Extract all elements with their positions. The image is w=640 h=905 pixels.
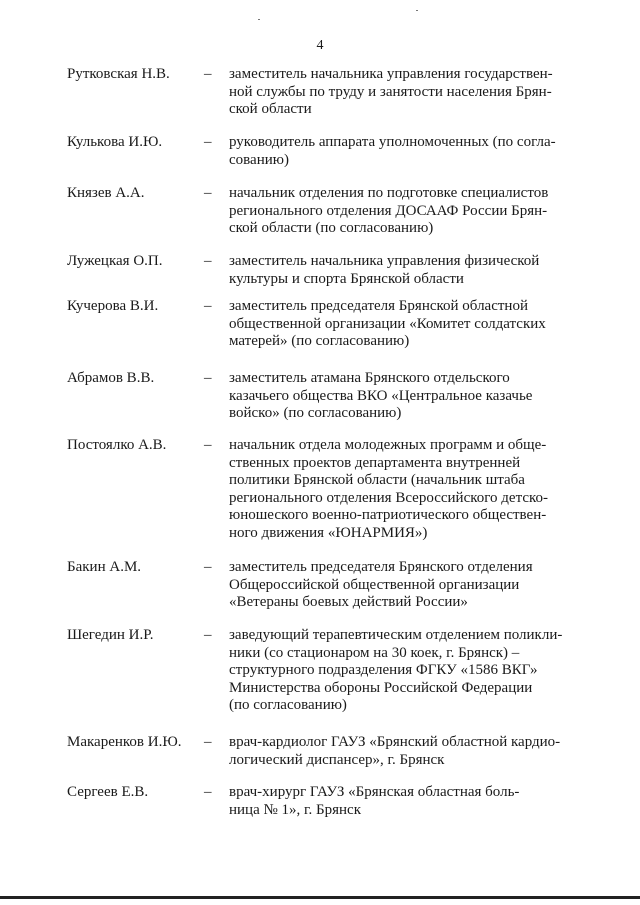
dash-separator: – (204, 559, 212, 575)
position-description: заместитель начальника управления физической культуры и спорта Брянской области (229, 253, 540, 287)
dash-separator: – (204, 185, 212, 201)
position-description: начальник отделения по подготовке специалистов регионального отделения ДОСААФ России Брян- ской области (по согласованию) (229, 185, 549, 236)
dash-separator: – (204, 734, 212, 750)
position-description: заместитель председателя Брянской областной общественной организации «Комитет солдатских матерей» (по согласованию) (229, 298, 546, 349)
bottom-edge-line (0, 896, 640, 899)
dash-separator: – (204, 298, 212, 314)
dash-separator: – (204, 370, 212, 386)
person-name: Кучерова В.И. (67, 298, 159, 314)
scan-speck (416, 10, 418, 11)
page-number: 4 (316, 38, 324, 53)
person-name: Кулькова И.Ю. (67, 134, 163, 150)
person-name: Абрамов В.В. (67, 370, 155, 386)
dash-separator: – (204, 253, 212, 269)
position-description: заместитель атамана Брянского отдельского казачьего общества ВКО «Центральное казачье войско» (по согласованию) (229, 370, 533, 421)
position-description: заместитель председателя Брянского отделения Общероссийской общественной организации «Ветераны боевых действий России» (229, 559, 533, 610)
position-description: врач-кардиолог ГАУЗ «Брянский областной кардио- логический диспансер», г. Брянск (229, 734, 561, 768)
person-name: Князев А.А. (67, 185, 145, 201)
dash-separator: – (204, 134, 212, 150)
person-name: Сергеев Е.В. (67, 784, 149, 800)
person-name: Рутковская Н.В. (67, 66, 170, 82)
dash-separator: – (204, 784, 212, 800)
position-description: врач-хирург ГАУЗ «Брянская областная боль- ница № 1», г. Брянск (229, 784, 520, 818)
position-description: заместитель начальника управления государствен- ной службы по труду и занятости населения Брян- ской области (229, 66, 553, 117)
dash-separator: – (204, 627, 212, 643)
person-name: Шегедин И.Р. (67, 627, 154, 643)
position-description: заведующий терапевтическим отделением поликли- ники (со стационаром на 30 коек, г. Брянск) – структурного подразделения ФГКУ «1586 ВКГ» Министерства обороны Российской Федерации (по согласованию) (229, 627, 563, 713)
person-name: Макаренков И.Ю. (67, 734, 182, 750)
position-description: руководитель аппарата уполномоченных (по согла- сованию) (229, 134, 556, 168)
dash-separator: – (204, 437, 212, 453)
dash-separator: – (204, 66, 212, 82)
person-name: Постоялко А.В. (67, 437, 167, 453)
person-name: Лужецкая О.П. (67, 253, 163, 269)
position-description: начальник отдела молодежных программ и обще- ственных проектов департамента внутренней политики Брянской области (начальник штаба регионального отделения Всероссийского детско- юношеского военно-патриотического обществен- ного движения «ЮНАРМИЯ») (229, 437, 548, 541)
person-name: Бакин А.М. (67, 559, 142, 575)
scan-speck (258, 19, 260, 20)
